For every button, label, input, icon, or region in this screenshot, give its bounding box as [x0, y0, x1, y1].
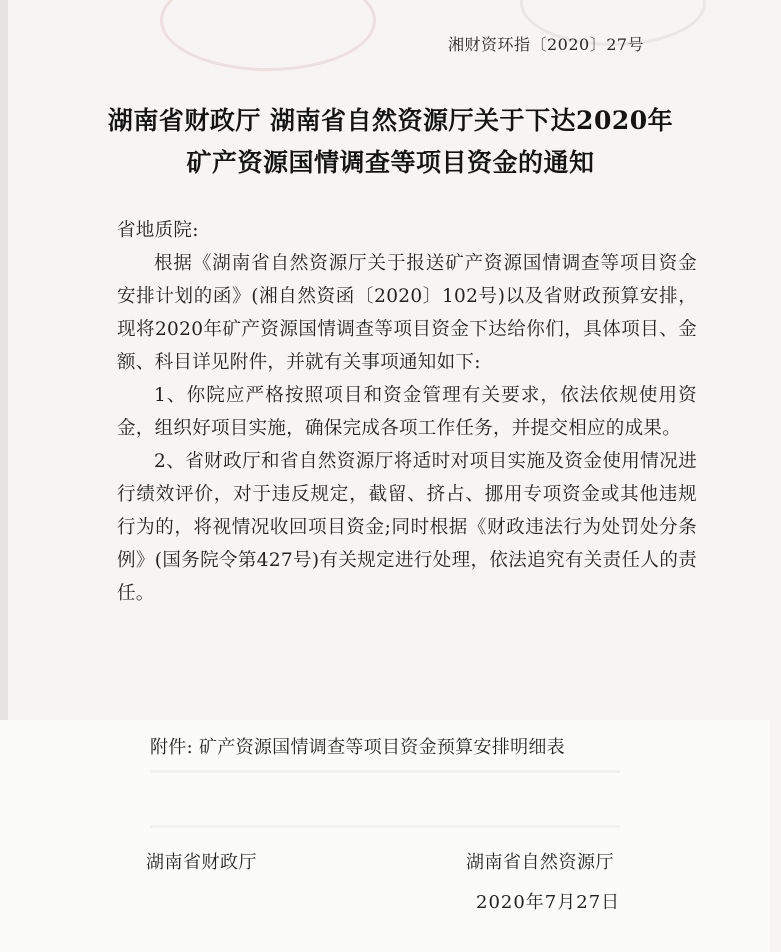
- title-line-2: 矿产资源国情调查等项目资金的通知: [186, 148, 595, 177]
- seal-bleed-through: [160, 0, 376, 71]
- issuer-finance-dept: 湖南省财政厅: [146, 852, 257, 873]
- document-body: [117, 214, 697, 610]
- item-2-paragraph: 2、省财政厅和省自然资源厅将适时对项目实施及资金使用情况进行绩效评价，对于违反规定，截留、挤占、挪用专项资金或其他违规行为的，将视情况收回项目资金;同时根据《财政违法行为处罚处分条例》(国务院令第427号)有关规定进行处理，依法追究有关责任人的责任。: [117, 451, 697, 604]
- intro-paragraph: 根据《湖南省自然资源厅关于报送矿产资源国情调查等项目资金安排计划的函》(湘自然资函〔2020〕102号)以及省财政预算安排，现将2020年矿产资源国情调查等项目资金下达给你们，具体项目、金额、科目详见附件，并就有关事项通知如下:: [117, 253, 697, 373]
- recipient: 省地质院:: [117, 220, 199, 241]
- issuer-natural-resources-dept: 湖南省自然资源厅: [466, 852, 614, 873]
- attachment-line: 附件: 矿产资源国情调查等项目资金预算安排明细表: [150, 737, 565, 758]
- document-number: 湘财资环指〔2020〕27号: [448, 35, 645, 54]
- issue-date: 2020年7月27日: [476, 892, 621, 913]
- item-1-paragraph: 1、你院应严格按照项目和资金管理有关要求，依法依规使用资金，组织好项目实施，确保完成各项工作任务，并提交相应的成果。: [117, 385, 697, 439]
- title-line-1: 湖南省财政厅 湖南省自然资源厅关于下达2020年: [107, 106, 674, 135]
- bleed-through-text: [150, 770, 620, 828]
